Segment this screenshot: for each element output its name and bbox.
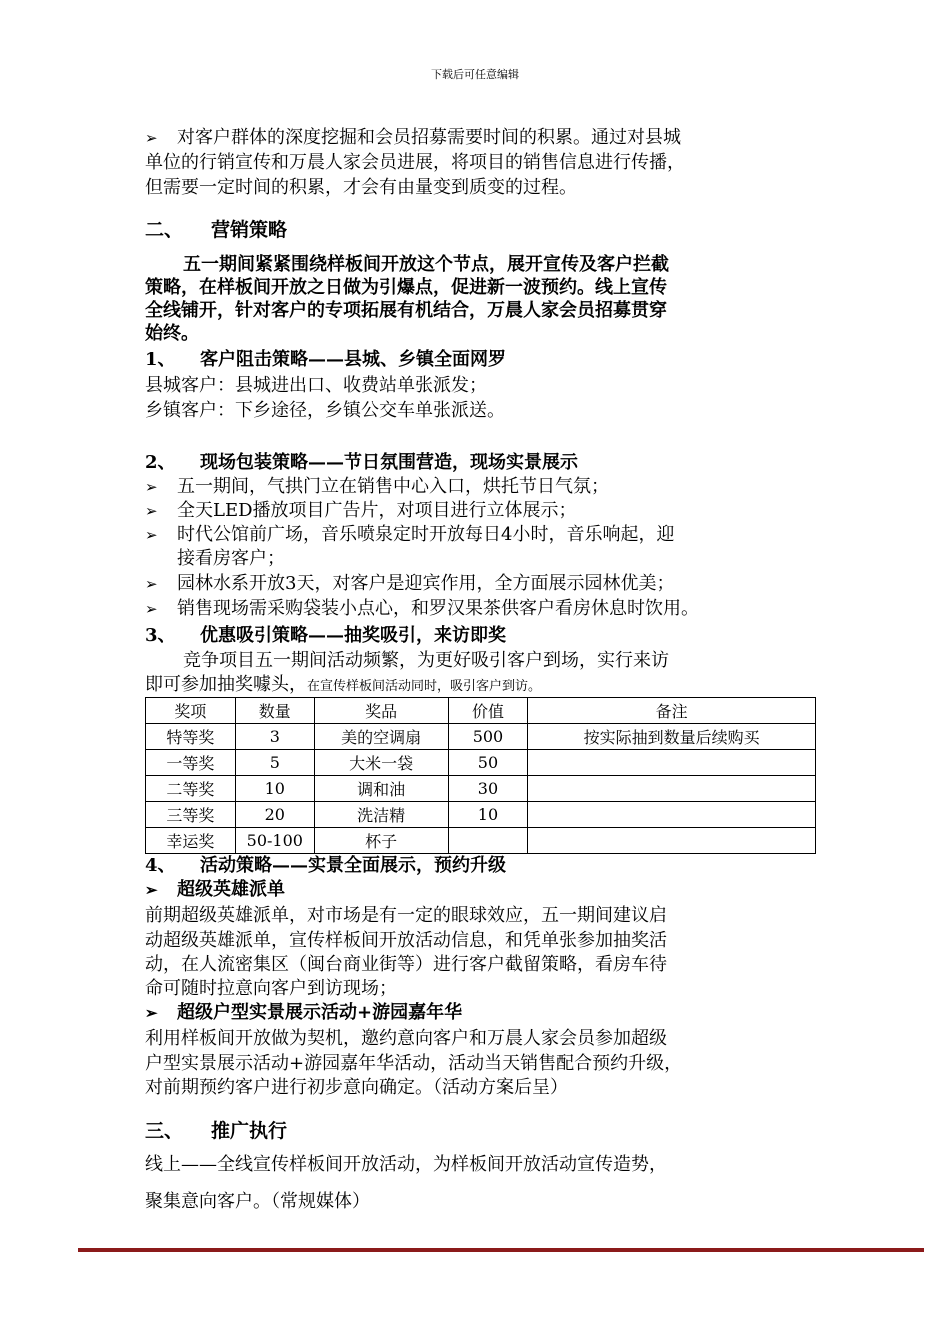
header-prize: 奖项 [146,698,236,724]
table-cell: 500 [448,724,528,750]
table-cell [528,750,816,776]
table-cell: 调和油 [314,776,448,802]
item-3-line-2-small: 在宣传样板间活动同时，吸引客户到访。 [307,679,542,694]
item-3-title: 优惠吸引策略——抽奖吸引，来访即奖 [200,625,506,646]
header-quantity: 数量 [235,698,314,724]
header-value: 价值 [448,698,528,724]
section-3-line-1: 线上——全线宣传样板间开放活动，为样板间开放活动宣传造势， [145,1154,667,1175]
sub-1-heading: ➢ 超级英雄派单 [145,879,285,900]
item-2-bullet-3-cont: 接看房客户； [177,548,285,569]
table-cell: 一等奖 [146,750,236,776]
section-2-title: 营销策略 [211,219,288,241]
header-remark: 备注 [528,698,816,724]
item-4-title: 活动策略——实景全面展示，预约升级 [200,855,506,876]
strategy-summary-line-4: 始终。 [145,323,199,344]
strategy-summary-line-2: 策略，在样板间开放之日做为引爆点，促进新一波预约。线上宣传 [145,277,667,298]
item-4-number: 4、 [145,855,176,876]
sub-1-line-2: 动超级英雄派单，宣传样板间开放活动信息，和凭单张参加抽奖活 [145,930,667,951]
arrow-bullet-icon: ➢ [145,502,158,520]
table-cell: 幸运奖 [146,828,236,854]
item-1-line-1: 县城客户：县城进出口、收费站单张派发； [145,375,487,396]
sub-2-line-1: 利用样板间开放做为契机，邀约意向客户和万晨人家会员参加超级 [145,1028,667,1049]
table-cell: 5 [235,750,314,776]
item-2-bullet-3: ➢ 时代公馆前广场，音乐喷泉定时开放每日4小时，音乐响起，迎 [145,524,675,545]
arrow-bullet-icon: ➢ [145,575,158,593]
table-cell: 10 [448,802,528,828]
item-1-line-2: 乡镇客户：下乡途径，乡镇公交车单张派送。 [145,400,505,421]
prize-table [145,697,816,854]
header-note: 下载后可任意编辑 [431,68,519,81]
table-cell: 50-100 [235,828,314,854]
table-cell: 二等奖 [146,776,236,802]
table-cell: 50 [448,750,528,776]
arrow-bullet-icon: ➢ [145,881,158,899]
header-item: 奖品 [314,698,448,724]
sub-1-line-1: 前期超级英雄派单，对市场是有一定的眼球效应，五一期间建议启 [145,905,667,926]
table-cell: 杯子 [314,828,448,854]
item-1-title: 客户阻击策略——县城、乡镇全面网罗 [200,349,506,370]
table-cell: 3 [235,724,314,750]
table-cell: 大米一袋 [314,750,448,776]
item-2-bullet-1: ➢ 五一期间，气拱门立在销售中心入口，烘托节日气氛； [145,476,609,497]
item-3-line-2: 即可参加抽奖噱头，在宣传样板间活动同时，吸引客户到访。 [145,674,542,695]
sub-2-line-3: 对前期预约客户进行初步意向确定。（活动方案后呈） [145,1077,568,1098]
arrow-bullet-icon: ➢ [145,526,158,544]
intro-line-2: 单位的行销宣传和万晨人家会员进展，将项目的销售信息进行传播， [145,152,685,173]
item-2-number: 2、 [145,452,176,473]
table-row [146,724,816,750]
arrow-bullet-icon: ➢ [145,1004,158,1022]
item-2-title: 现场包装策略——节日氛围营造，现场实景展示 [200,452,578,473]
table-cell: 美的空调扇 [314,724,448,750]
item-2-bullet-5: ➢ 销售现场需采购袋装小点心，和罗汉果茶供客户看房休息时饮用。 [145,598,699,619]
sub-2-heading: ➢ 超级户型实景展示活动+游园嘉年华 [145,1002,463,1023]
arrow-bullet-icon: ➢ [145,129,158,147]
table-header-row [146,698,816,724]
table-cell [448,828,528,854]
strategy-summary-line-3: 全线铺开，针对客户的专项拓展有机结合，万晨人家会员招募贯穿 [145,300,667,321]
intro-line-3: 但需要一定时间的积累，才会有由量变到质变的过程。 [145,177,577,198]
table-cell: 20 [235,802,314,828]
table-cell [528,828,816,854]
table-cell: 洗洁精 [314,802,448,828]
item-2-bullet-2: ➢ 全天LED播放项目广告片，对项目进行立体展示； [145,500,577,521]
sub-1-line-3: 动，在人流密集区（闽台商业街等）进行客户截留策略，看房车待 [145,954,667,975]
footer-rule [78,1248,924,1252]
strategy-summary-line-1: 五一期间紧紧围绕样板间开放这个节点，展开宣传及客户拦截 [183,254,669,275]
table-cell: 三等奖 [146,802,236,828]
item-1-number: 1、 [145,349,176,370]
table-cell: 按实际抽到数量后续购买 [528,724,816,750]
table-cell: 30 [448,776,528,802]
section-2-number: 二、 [145,219,184,241]
section-3-title: 推广执行 [211,1120,288,1142]
intro-line-1: ➢ 对客户群体的深度挖掘和会员招募需要时间的积累。通过对县城 [145,127,681,148]
item-3-line-1: 竞争项目五一期间活动频繁，为更好吸引客户到场，实行来访 [183,650,669,671]
sub-2-line-2: 户型实景展示活动+游园嘉年华活动，活动当天销售配合预约升级， [145,1053,683,1074]
table-cell: 特等奖 [146,724,236,750]
table-row [146,776,816,802]
section-3-number: 三、 [145,1120,184,1142]
sub-1-line-4: 命可随时拉意向客户到访现场； [145,978,397,999]
item-2-bullet-4: ➢ 园林水系开放3天，对客户是迎宾作用，全方面展示园林优美； [145,573,675,594]
arrow-bullet-icon: ➢ [145,478,158,496]
section-3-line-2: 聚集意向客户。（常规媒体） [145,1191,370,1212]
table-cell [528,802,816,828]
table-row [146,750,816,776]
table-cell [528,776,816,802]
table-row [146,828,816,854]
arrow-bullet-icon: ➢ [145,600,158,618]
table-row [146,802,816,828]
table-cell: 10 [235,776,314,802]
item-3-number: 3、 [145,625,176,646]
